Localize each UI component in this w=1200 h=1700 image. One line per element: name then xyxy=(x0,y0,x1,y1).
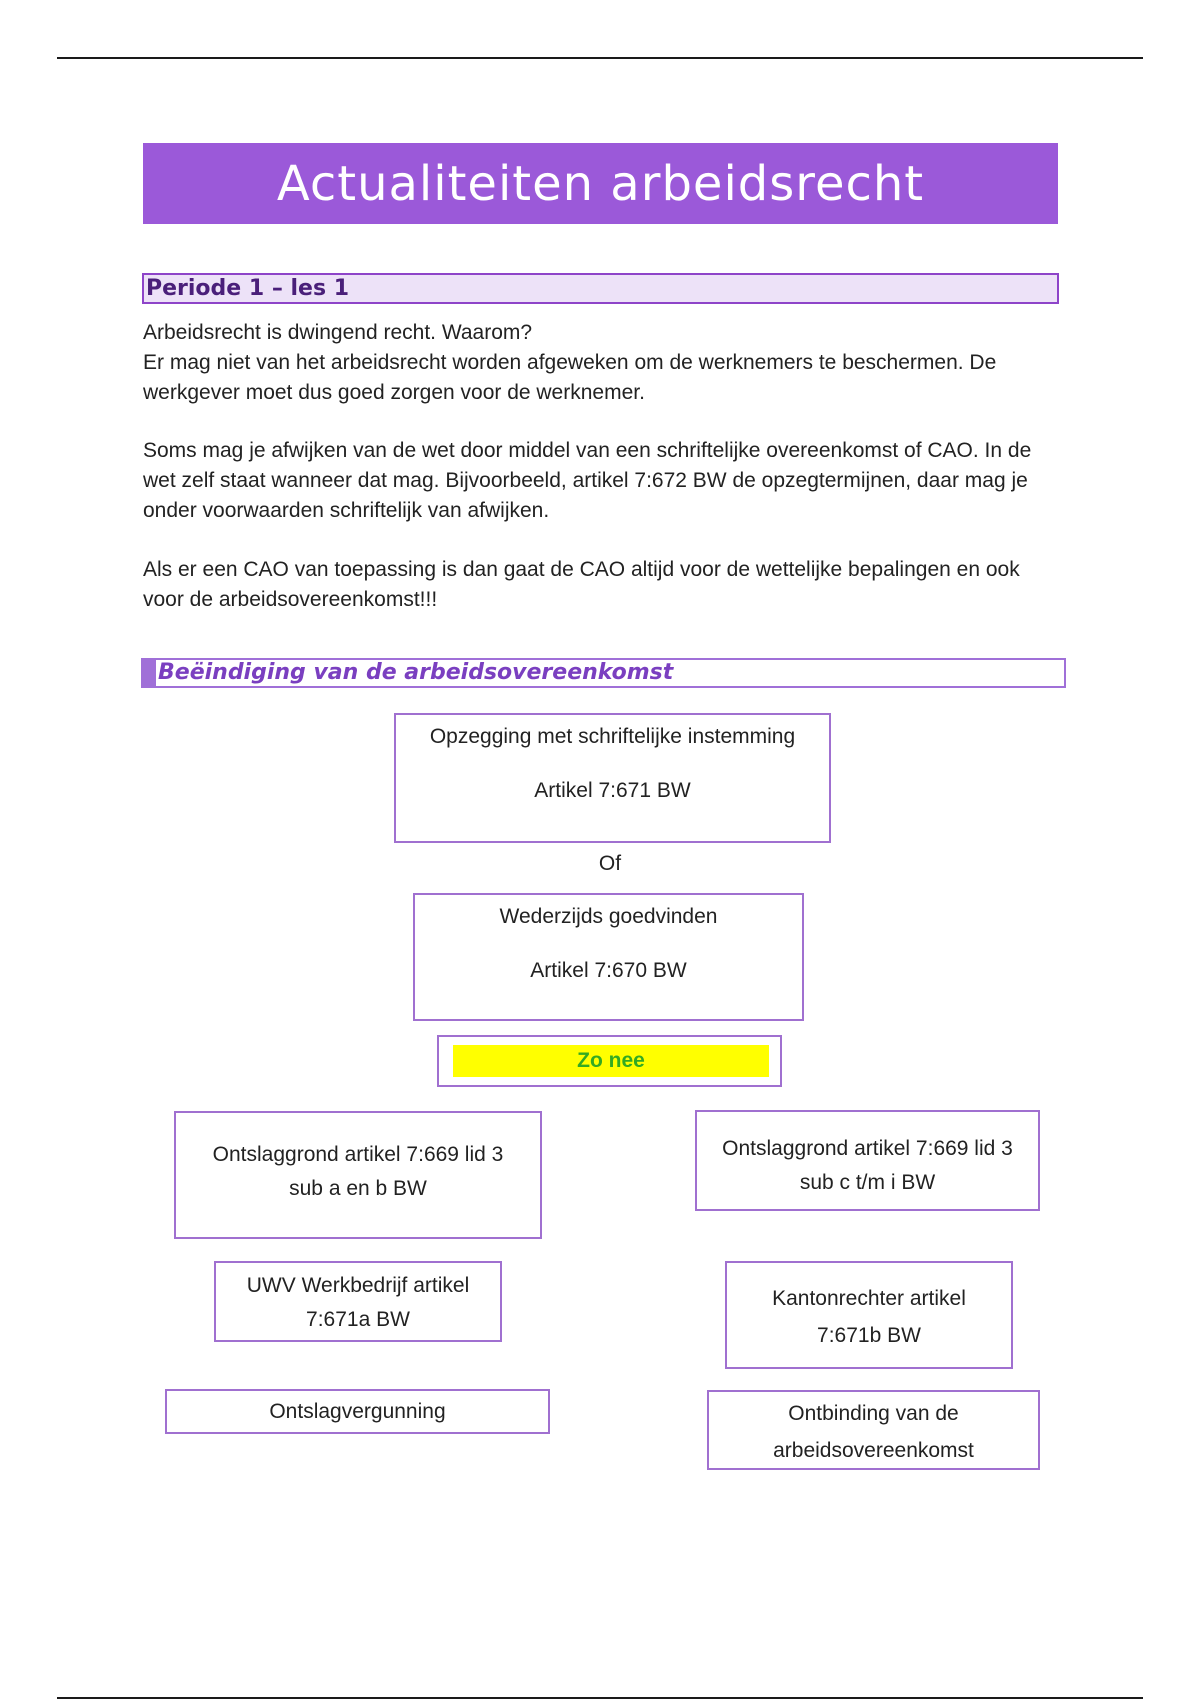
ontslaggrond-ci-line1: Ontslaggrond artikel 7:669 lid 3 xyxy=(722,1137,1013,1160)
flow-box-uwv xyxy=(214,1261,502,1342)
ontbinding-line1: Ontbinding van de xyxy=(788,1402,959,1425)
vergunning-label: Ontslagvergunning xyxy=(269,1400,446,1423)
kanton-line2: 7:671b BW xyxy=(817,1324,921,1347)
flow-box-ontbinding xyxy=(707,1390,1040,1470)
zo-nee-highlight: Zo nee xyxy=(453,1045,769,1077)
flow-box-zo-nee xyxy=(437,1035,782,1087)
ontslaggrond-ab-line1: Ontslaggrond artikel 7:669 lid 3 xyxy=(212,1143,504,1166)
opzegging-article: Artikel 7:671 BW xyxy=(534,779,691,802)
flow-box-kantonrechter xyxy=(725,1261,1013,1369)
flow-box-ontslaggrond-c-i xyxy=(695,1110,1040,1211)
ontslaggrond-ab-line2: sub a en b BW xyxy=(289,1177,427,1200)
uwv-line2: 7:671a BW xyxy=(306,1308,410,1331)
document-title: Actualiteiten arbeidsrecht xyxy=(143,143,1058,224)
wederzijds-label: Wederzijds goedvinden xyxy=(499,905,718,928)
uwv-line1: UWV Werkbedrijf artikel xyxy=(246,1274,470,1297)
flow-box-ontslaggrond-a-b xyxy=(174,1111,542,1239)
section-heading-beeindiging: Beëindiging van de arbeidsovereenkomst xyxy=(141,658,1066,688)
paragraph-dwingend-recht: Arbeidsrecht is dwingend recht. Waarom? Er mag niet van het arbeidsrecht worden afgeweken om de werknemers te beschermen. De werkgever moet dus goed zorgen voor de werknemer. xyxy=(143,321,997,404)
flow-box-wederzijds xyxy=(413,893,804,1021)
flow-of-label: Of xyxy=(598,852,622,875)
paragraph-afwijken: Soms mag je afwijken van de wet door middel van een schriftelijke overeenkomst of CAO. In de wet zelf staat wanneer dat mag. Bijvoorbeeld, artikel 7:672 BW de opzegtermijnen, daar mag je onder voorwaarden schriftelijk van afwijken. xyxy=(143,439,1032,522)
opzegging-label: Opzegging met schriftelijke instemming xyxy=(429,725,796,748)
footer-rule xyxy=(57,1697,1143,1699)
flow-box-ontslagvergunning xyxy=(165,1389,550,1434)
ontbinding-line2: arbeidsovereenkomst xyxy=(773,1439,974,1462)
flow-box-opzegging xyxy=(394,713,831,843)
ontslaggrond-ci-line2: sub c t/m i BW xyxy=(799,1171,936,1194)
section-heading-periode: Periode 1 – les 1 xyxy=(142,273,1059,304)
kanton-line1: Kantonrechter artikel xyxy=(772,1287,966,1310)
header-rule xyxy=(57,57,1143,59)
paragraph-cao: Als er een CAO van toepassing is dan gaat de CAO altijd voor de wettelijke bepalingen en ook voor de arbeidsovereenkomst!!! xyxy=(143,558,1020,611)
wederzijds-article: Artikel 7:670 BW xyxy=(530,959,687,982)
